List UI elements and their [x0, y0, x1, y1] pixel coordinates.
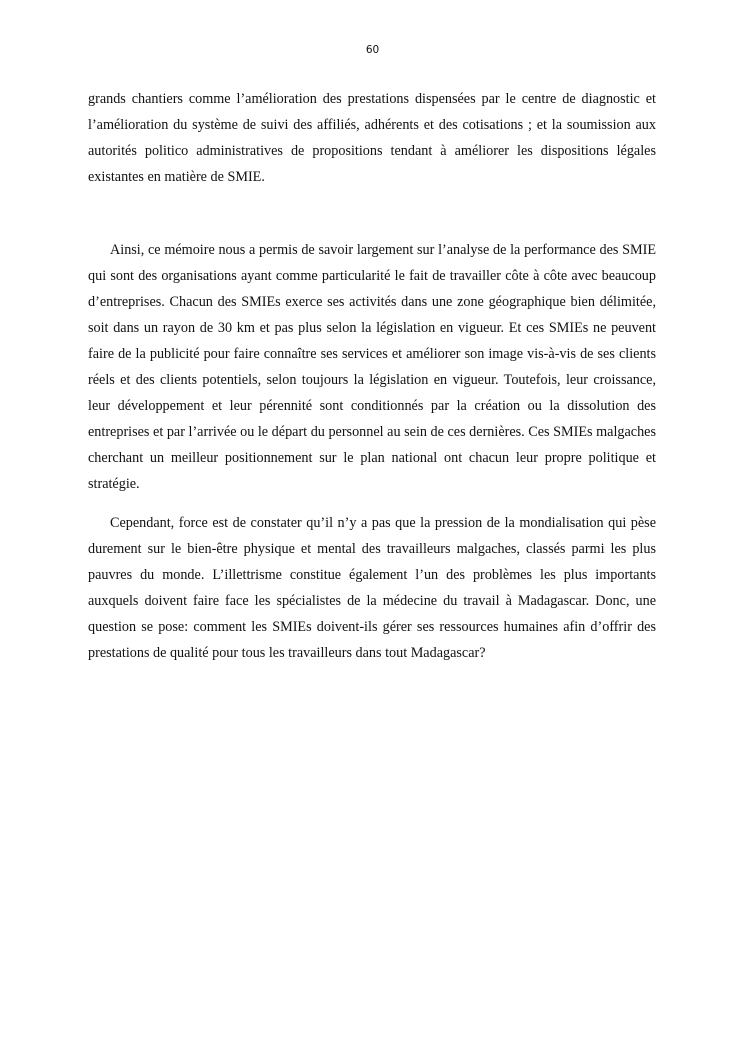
- paragraph-1: grands chantiers comme l’amélioration des prestations dispensées par le centre de diagnostic et l’amélioration du système de suivi des affiliés, adhérents et des cotisations ; et la soumission aux autorités politico administratives de propositions tendant à améliorer les dispositions légales existantes en matière de SMIE.: [88, 91, 656, 185]
- paragraph-3: Cependant, force est de constater qu’il n’y a pas que la pression de la mondialisation qui pèse durement sur le bien-être physique et mental des travailleurs malgaches, classés parmi les plus pauvres du monde. L’illettrisme constitue également l’un des problèmes les plus importants auxquels doivent faire face les spécialistes de la médecine du travail à Madagascar. Donc, une question se pose: comment les SMIEs doivent-ils gérer ses ressources humaines afin d’offrir des prestations de qualité pour tous les travailleurs dans tout Madagascar?: [88, 515, 656, 661]
- paragraph-2: Ainsi, ce mémoire nous a permis de savoir largement sur l’analyse de la performance des SMIE qui sont des organisations ayant comme particularité le fait de travailler côte à côte avec beaucoup d’entreprises. Chacun des SMIEs exerce ses activités dans une zone géographique bien délimitée, soit dans un rayon de 30 km et pas plus selon la législation en vigueur. Et ces SMIEs ne peuvent faire de la publicité pour faire connaître ses services et améliorer son image vis-à-vis de ses clients réels et des clients potentiels, selon toujours la législation en vigueur. Toutefois, leur croissance, leur développement et leur pérennité sont conditionnés par la création ou la dissolution des entreprises et par l’arrivée ou le départ du personnel au sein de ces dernières. Ces SMIEs malgaches cherchant un meilleur positionnement sur le plan national ont chacun leur propre politique et stratégie.: [88, 242, 656, 492]
- paragraph-3-block: [88, 510, 656, 666]
- page-number: 60: [365, 44, 380, 56]
- paragraph-2-block: [88, 237, 656, 497]
- paragraph-1-block: [88, 86, 656, 190]
